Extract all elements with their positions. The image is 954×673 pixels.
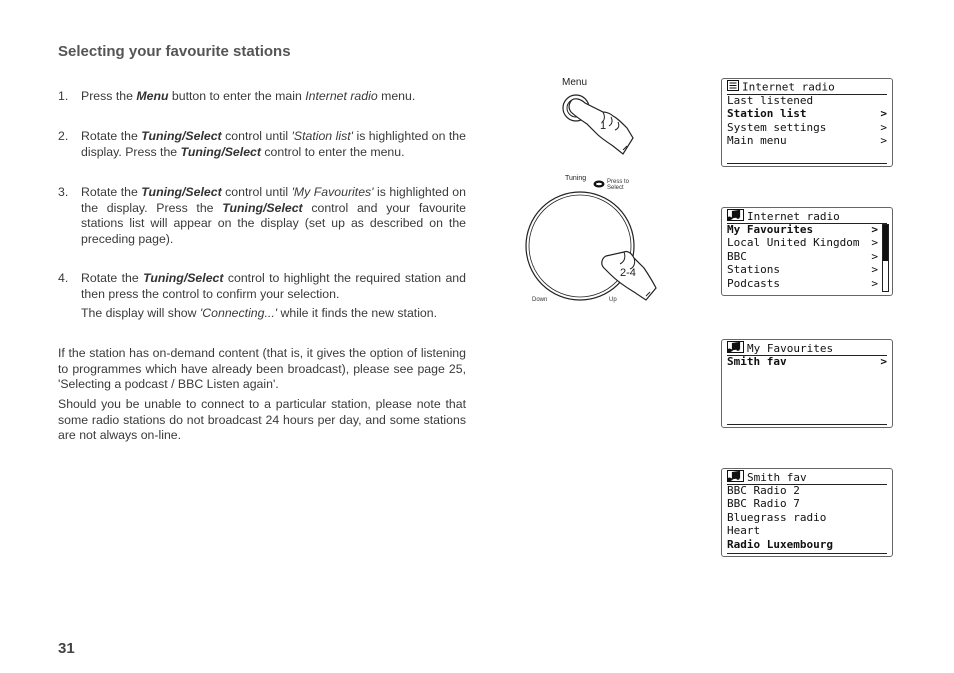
display-bottom-divider	[727, 553, 887, 554]
submenu-arrow-icon: >	[871, 276, 878, 290]
connection-paragraph: Should you be unable to connect to a particular station, please note that some radio stations do not broadcast 24 hours per day, and some stations are not always on-line.	[58, 397, 466, 442]
step-1	[58, 89, 466, 105]
scrollbar-thumb	[883, 225, 888, 261]
step-4	[58, 271, 466, 322]
submenu-arrow-icon: >	[880, 120, 887, 134]
display-menu-item[interactable]: Bluegrass radio	[727, 510, 827, 524]
step-text: Rotate the Tuning/Select control to highlight the required station and then press the control to confirm your selection.	[81, 271, 466, 301]
display-menu-item[interactable]: Heart	[727, 524, 761, 538]
display-menu-item[interactable]: BBC Radio 2	[727, 484, 800, 497]
page-heading: Selecting your favourite stations	[58, 43, 291, 60]
display-menu-item[interactable]: BBC	[727, 249, 747, 263]
tuning-label: Tuning	[565, 175, 587, 182]
display-menu-item[interactable]: Local United Kingdom	[727, 236, 860, 250]
step-number: 2.	[58, 129, 69, 143]
display-smith-fav-list	[721, 468, 893, 557]
display-title-text: Smith fav	[747, 471, 807, 484]
display-title	[727, 209, 887, 224]
step-4-note: The display will show 'Connecting...' while it finds the new station.	[81, 306, 438, 320]
display-title-text: Internet radio	[747, 210, 840, 223]
display-internet-radio-menu	[721, 78, 893, 167]
display-menu-item[interactable]: Podcasts	[727, 276, 780, 290]
submenu-arrow-icon: >	[880, 355, 887, 368]
display-my-favourites	[721, 339, 893, 428]
display-bottom-divider	[727, 424, 887, 425]
list-icon	[727, 80, 739, 95]
display-title	[727, 341, 887, 356]
display-station-list	[721, 207, 893, 296]
display-title	[727, 470, 887, 485]
display-menu-item[interactable]: Station list	[727, 107, 807, 121]
display-menu-item[interactable]: Stations	[727, 263, 780, 277]
display-menu-item[interactable]: Main menu	[727, 134, 787, 148]
display-title	[727, 80, 887, 95]
submenu-arrow-icon: >	[871, 236, 878, 250]
submenu-arrow-icon: >	[871, 263, 878, 277]
step-text: Rotate the Tuning/Select control until 'My Favourites' is highlighted on the display. Press the Tuning/Select control and your favourite stations list will appear on the display (set up as described on the preceding page).	[81, 185, 466, 246]
step-text: Rotate the Tuning/Select control until 'Station list' is highlighted on the display. Press the Tuning/Select control to enter the menu.	[81, 129, 466, 159]
submenu-arrow-icon: >	[880, 134, 887, 148]
step-text: Press the Menu button to enter the main Internet radio menu.	[81, 89, 416, 103]
display-scrollbar	[882, 224, 889, 292]
display-menu-item[interactable]: Radio Luxembourg	[727, 537, 833, 551]
submenu-arrow-icon: >	[871, 249, 878, 263]
step-number: 4.	[58, 271, 69, 285]
submenu-arrow-icon: >	[880, 107, 887, 121]
down-label: Down	[532, 297, 548, 303]
step-number: 1.	[58, 89, 69, 103]
press-to-label: Press to	[607, 179, 630, 185]
step-number: 3.	[58, 185, 69, 199]
step-2	[58, 129, 466, 160]
menu-step-label: 1	[600, 120, 607, 132]
display-title-text: Internet radio	[742, 80, 835, 94]
step-3	[58, 185, 466, 247]
display-menu-item[interactable]: System settings	[727, 120, 827, 134]
display-menu-item[interactable]: Smith fav	[727, 355, 787, 368]
display-menu-item[interactable]: My Favourites	[727, 223, 814, 236]
display-title-text: My Favourites	[747, 342, 834, 355]
tuning-step-label: 2-4	[620, 267, 636, 279]
page-number: 31	[58, 640, 75, 657]
display-menu-item[interactable]: BBC Radio 7	[727, 497, 800, 511]
menu-label: Menu	[562, 77, 588, 88]
up-label: Up	[609, 297, 617, 303]
tuning-knob-icon	[520, 184, 665, 304]
display-menu-item[interactable]: Last listened	[727, 94, 814, 107]
submenu-arrow-icon: >	[871, 223, 878, 236]
select-label: Select	[607, 185, 624, 191]
display-bottom-divider	[727, 163, 887, 164]
on-demand-paragraph: If the station has on-demand content (that is, it gives the option of listening to programmes which have already been broadcast), please see page 25, 'Selecting a podcast / BBC Listen again'.	[58, 346, 466, 391]
